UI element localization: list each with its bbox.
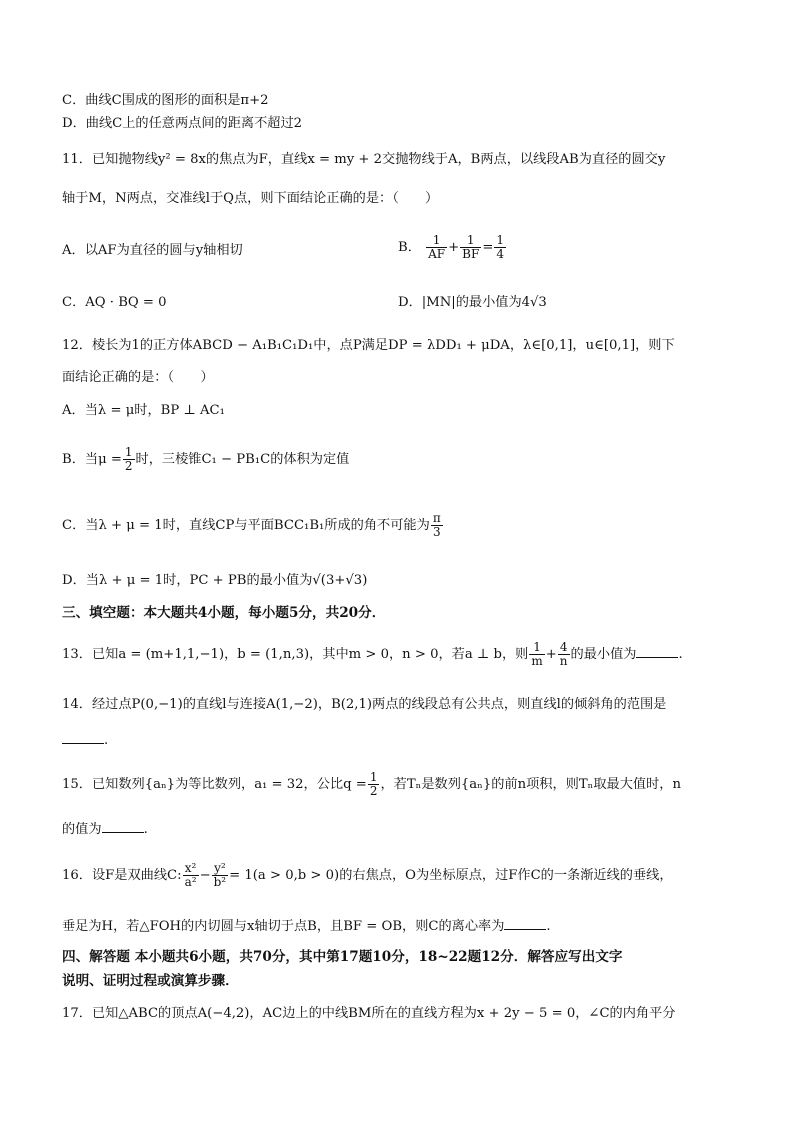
fraction: $\frac{1}{2}$: [369, 770, 378, 798]
fraction: $\frac{\pi}{3}$: [432, 511, 441, 539]
q16-line1: 16．设F是双曲线C: $\frac{\text{x²}}{\text{a²}}$ − $\frac{\text{y²}}{\text{b²}}$ = 1(a > 0,b > 0)的右焦点，O为坐标原点，过F作C的一条渐近线的垂线，: [62, 861, 673, 889]
q11-stem-line2: 轴于M，N两点，交准线l于Q点，则下面结论正确的是：（ ）: [62, 191, 439, 206]
q16-line2: 垂足为H，若△FOH的内切圆与x轴切于点B，且BF = OB，则C的离心率为 .: [62, 919, 551, 934]
q11-option-d: D．|MN|的最小值为4√3: [398, 295, 547, 310]
q15-line1: 15．已知数列{aₙ}为等比数列，a₁ = 32，公比q = $\frac{1}{2}$ ，若Tₙ是数列{aₙ}的前n项积，则Tₙ取最大值时，n: [62, 770, 681, 798]
q13: 13．已知a = (m+1,1,−1)，b = (1,n,3)，其中m > 0，n > 0，若a ⊥ b，则 $\frac{1}{m}$ + $\frac{4}{n}$ 的最小值为 .: [62, 640, 683, 668]
q17-line1: 17．已知△ABC的顶点A(−4,2)，AC边上的中线BM所在的直线方程为x + 2y − 5 = 0，∠C的内角平分: [62, 1006, 676, 1021]
answer-blank: [102, 820, 144, 833]
fraction: $\frac{1}{2}$: [124, 445, 133, 473]
fraction: $\frac{\text{x²}}{\text{a²}}$: [184, 861, 197, 889]
answer-blank: [62, 731, 104, 744]
q10-option-d: D．曲线C上的任意两点间的距离不超过2: [62, 116, 303, 131]
fraction: $\frac{1}{AF}$: [428, 233, 446, 261]
option-label: B．: [398, 240, 421, 255]
answer-blank: [636, 645, 678, 658]
q11-option-a: A．以AF为直径的圆与y轴相切: [62, 243, 243, 258]
q12-option-d: D．当λ + μ = 1时，PC + PB的最小值为√(3+√3): [62, 573, 368, 588]
q11-option-c: C．AQ · BQ = 0: [62, 295, 167, 310]
answer-blank: [504, 917, 546, 930]
fraction: $\frac{1}{4}$: [496, 233, 505, 261]
q12-option-b: B．当μ = $\frac{1}{2}$ 时，三棱锥C₁ − PB₁C的体积为定值: [62, 445, 350, 473]
q11-option-b: B． $\frac{1}{AF}$ + $\frac{1}{BF}$ = $\frac{1}{4}$: [398, 233, 505, 261]
q12-option-a: A．当λ = μ时，BP ⊥ AC₁: [62, 403, 225, 418]
fraction: $\frac{4}{n}$: [559, 640, 568, 668]
fraction: $\frac{1}{m}$: [531, 640, 543, 668]
q14-line1: 14．经过点P(0,−1)的直线l与连接A(1,−2)，B(2,1)两点的线段总有公共点，则直线l的倾斜角的范围是: [62, 697, 667, 712]
fraction: $\frac{1}{BF}$: [462, 233, 480, 261]
q12-option-c: C．当λ + μ = 1时，直线CP与平面BCC₁B₁所成的角不可能为 $\frac{\pi}{3}$: [62, 511, 441, 539]
q12-stem-line1: 12．棱长为1的正方体ABCD − A₁B₁C₁D₁中，点P满足DP = λDD₁ + μDA，λ∈[0,1]，u∈[0,1]，则下: [62, 338, 675, 353]
q12-stem-line2: 面结论正确的是：（ ）: [62, 370, 214, 385]
section-4-heading-line2: 说明、证明过程或演算步骤．: [62, 973, 239, 989]
section-4-heading-line1: 四、解答题 本小题共6小题，共70分，其中第17题10分，18~22题12分．解答应写出文字: [62, 949, 623, 965]
fraction: $\frac{\text{y²}}{\text{b²}}$: [213, 861, 227, 889]
q11-stem-line1: 11．已知抛物线y² = 8x的焦点为F，直线x = my + 2交抛物线于A，B两点，以线段AB为直径的圆交y: [62, 152, 666, 167]
q10-option-c: C．曲线C围成的图形的面积是π+2: [62, 93, 269, 108]
q14-line2: .: [62, 731, 108, 750]
q15-line2: 的值为 .: [62, 822, 148, 837]
section-3-heading: 三、填空题：本大题共4小题，每小题5分，共20分．: [62, 605, 386, 621]
